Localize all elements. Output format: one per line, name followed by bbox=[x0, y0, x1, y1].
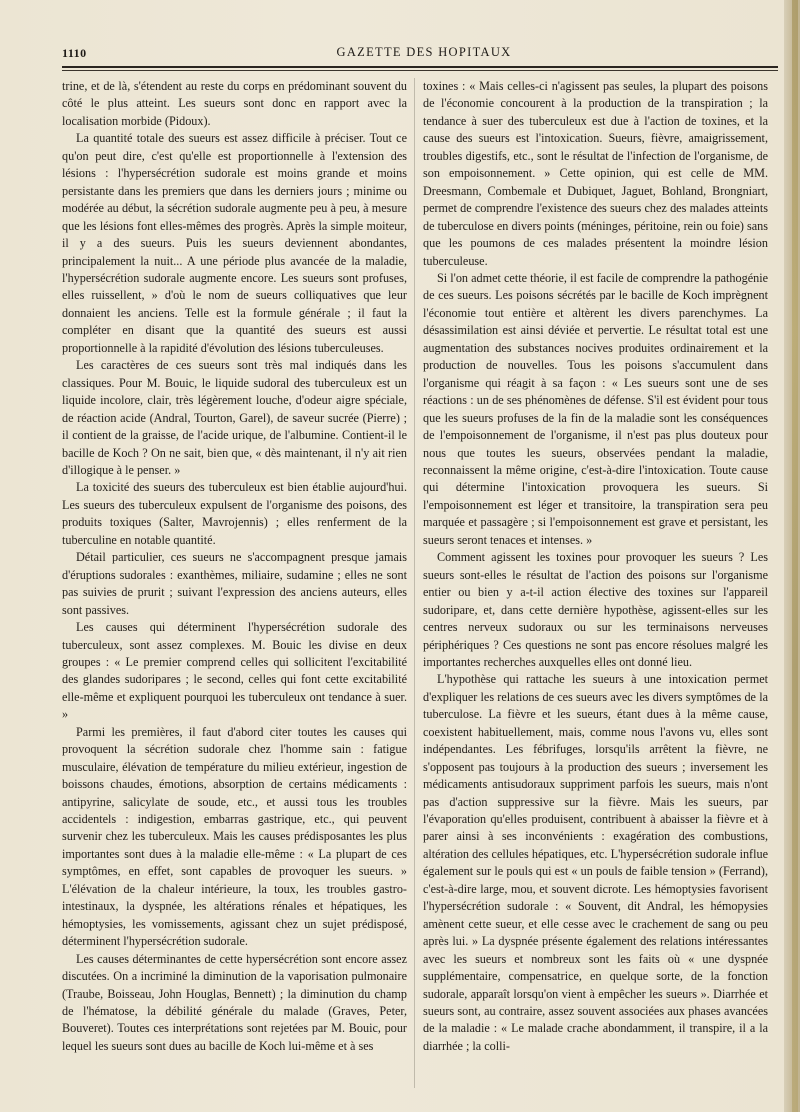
paragraph: toxines : « Mais celles-ci n'agissent pas seules, la plupart des poisons de l'économie concourent à la production de la transpiration ; la tendance à suer des tuberculeux est due à l'action de toxines, et la cause des sueurs est l'intoxication. Sueurs, fièvre, amaigrissement, troubles digestifs, etc., sont le résultat de l'infection de l'organisme, de son empoisonnement. » Cette opinion, qui est celle de MM. Dreesmann, Combemale et Dubiquet, Jaguet, Bohland, Brongniart, permet de comprendre l'existence des sueurs chez des malades atteints de tuberculose en divers points (méninges, péritoine, rein ou foie) sans que les poumons de ces malades présentent la moindre lésion tuberculeuse. bbox=[423, 79, 768, 268]
header-rule-thick bbox=[62, 66, 778, 68]
paragraph: Si l'on admet cette théorie, il est facile de comprendre la pathogénie de ces sueurs. Les poisons sécrétés par le bacille de Koch imprègnent l'économie tout entière et altèrent les divers parenchymes. La désassimilation est ainsi déviée et pervertie. Le résultat total est une augmentation des substances nocives produites ordinairement et la production de nouvelles. Tous les poisons s'accumulent dans l'organisme qui réagit à sa façon : « Les sueurs sont une de ses réactions : un de ses phénomènes de défense. S'il est évident pour tous que les sueurs profuses de la fin de la maladie sont les conséquences de l'empoisonnement de l'organisme, il n'est pas plus douteux pour nous que toutes les sueurs, observées pendant la maladie, reconnaissent la même origine, c'est-à-dire l'intoxication. Toute cause qui détermine l'intoxication provoquera les sueurs. Si l'empoisonnement est léger et transitoire, la transpiration sera peu marquée et passagère ; si l'empoisonnement est grave et persistant, les sueurs seront tenaces et intenses. » bbox=[423, 270, 768, 547]
left-column bbox=[62, 78, 407, 1098]
page-number: 1110 bbox=[62, 46, 87, 60]
right-column bbox=[423, 78, 768, 1098]
column-divider bbox=[414, 78, 415, 1088]
paragraph: La quantité totale des sueurs est assez difficile à préciser. Tout ce qu'on peut dire, c'est qu'elle est proportionnelle à l'extension des lésions : l'hypersécrétion sudorale est moins grande et moins persistante dans les premiers que dans les derniers jours ; minime ou modérée au début, la sécrétion sudorale augmente peu à peu, à mesure que les lésions font elles-mêmes des progrès. Après la simple moiteur, il y a des sueurs. Puis les sueurs deviennent abondantes, principalement la nuit... A une période plus avancée de la maladie, l'hypersécrétion sudorale augmente encore. Les sueurs sont profuses, elles ruissellent, » d'où le nom de sueurs colliquatives que leur donnaient les anciens. Telle est la formule générale ; il faut la compléter en disant que la quantité des sueurs est aussi proportionnelle à la rapidité d'évolution des lésions tuberculeuses. bbox=[62, 131, 407, 355]
paragraph: trine, et de là, s'étendent au reste du corps en prédominant souvent du côté le plus atteint. Les sueurs sont donc en rapport avec la localisation morbide (Pidoux). bbox=[62, 79, 407, 128]
paragraph: L'hypothèse qui rattache les sueurs à une intoxication permet d'expliquer les relations de ces sueurs avec les divers symptômes de la tuberculose. La fièvre et les sueurs, étant dues à la même cause, coexistent habituellement, mais, comme nous l'avons vu, elles sont indépendantes. Les fébrifuges, lorsqu'ils arrêtent la fièvre, ne s'opposent pas toujours à la production des sueurs ; inversement les médicaments antisudoraux suppriment parfois les sueurs, mais n'ont pas d'action suppressive sur la fièvre. Mais les sueurs, par l'évaporation qu'elles produisent, contribuent à abaisser la fièvre et à parer ainsi à ses inconvénients : exagération des combustions, altération des cellules hépatiques, etc. L'hypersécrétion sudorale influe également sur le pouls qui est « un pouls de faible tension » (Ferrand), c'est-à-dire large, mou, et souvent dicrote. Les hémoptysies favorisent l'hypersécrétion sudorale : « Souvent, dit Andral, les hémopysies amènent cette sueur, et elle cesse avec le crachement de sang ou peu après lui. » La dyspnée présente également des relations intéressantes avec les sueurs et nombreux sont les faits où « une dyspnée supplémentaire, compensatrice, en quelque sorte, de la fonction sudorale, apparaît lorsqu'on vient à empêcher les sueurs ». Diarrhée et sueurs sont, au contraire, assez souvent associées aux phases avancées de la maladie : « Le malade crache abondamment, il transpire, il a la diarrhée ; la colli- bbox=[423, 672, 768, 1053]
paragraph: Détail particulier, ces sueurs ne s'accompagnent presque jamais d'éruptions sudorales : exanthèmes, miliaire, sudamine ; elles ne sont pas suivies de prurit ; suivant l'expression des anciens auteurs, elles sont passives. bbox=[62, 550, 407, 617]
paragraph: Comment agissent les toxines pour provoquer les sueurs ? Les sueurs sont-elles le résultat de l'action des poisons sur l'organisme entier ou bien y a-t-il action élective des toxines sur l'appareil sudoripare, et, dans cette dernière hypothèse, agissent-elles sur les centres nerveux sudoraux ou sur les terminaisons nerveuses périphériques ? Ces questions ne sont pas encore résolues malgré les importantes recherches auxquelles elles ont donné lieu. bbox=[423, 550, 768, 669]
paragraph: Les causes qui déterminent l'hypersécrétion sudorale des tuberculeux, sont assez complexes. M. Bouic les divise en deux groupes : « Le premier comprend celles qui sollicitent l'excitabilité des glandes sudoripares ; le second, celles qui font cette excitabilité elle-même et expliquent pourquoi les tuberculeux ont tendance à suer. » bbox=[62, 620, 407, 722]
paragraph: Les causes déterminantes de cette hypersécrétion sont encore assez discutées. On a incriminé la diminution de la vaporisation pulmonaire (Traube, Boisseau, John Houglas, Bennett) ; la diminution du champ de l'hématose, la débilité générale du malade (Graves, Peter, Bouveret). Toutes ces interprétations sont rejetées par M. Bouic, pour lequel les sueurs sont dues au bacille de Koch lui-même et à ses bbox=[62, 951, 407, 1053]
running-title: GAZETTE DES HOPITAUX bbox=[336, 45, 512, 59]
page-header bbox=[62, 44, 778, 66]
header-rule-thin bbox=[62, 70, 778, 71]
paragraph: Parmi les premières, il faut d'abord citer toutes les causes qui provoquent la sécrétion sudorale chez l'homme sain : fatigue musculaire, élévation de température du milieu extérieur, ingestion de boissons chaudes, émotions, absorption de certains médicaments : antipyrine, salicylate de soude, etc., et aussi tous les troubles accidentels : indigestion, embarras gastrique, etc., qui peuvent survenir chez les tuberculeux. Mais les causes prédisposantes les plus importantes sont dues à la maladie elle-même : « La plupart de ces symptômes, en effet, sont capables de provoquer les sueurs. » L'élévation de la chaleur intérieure, la toux, les troubles gastro-intestinaux, la dyspnée, les altérations rénales et hépatiques, les hémoptysies, les vomissements, agissant chez un sujet prédisposé, déterminent l'hypersécrétion sudorale. bbox=[62, 724, 407, 949]
page-edge-stain bbox=[792, 0, 798, 1112]
paragraph: La toxicité des sueurs des tuberculeux est bien établie aujourd'hui. Les sueurs des tuberculeux expulsent de l'organisme des poisons, des produits toxiques (Salter, Mavrojennis) ; elles renferment de la tuberculine en notable quantité. bbox=[62, 480, 407, 547]
paragraph: Les caractères de ces sueurs sont très mal indiqués dans les classiques. Pour M. Bouic, le liquide sudoral des tuberculeux est un liquide incolore, clair, très légèrement louche, d'odeur aigre spéciale, de réaction acide (Andral, Tourton, Garel), de saveur sucrée (Pierre) ; il contient de la graisse, de l'acide urique, de l'albumine. Contient-il le bacille de Koch ? On ne sait, bien que, « dès maintenant, il n'y ait rien d'illogique à le penser. » bbox=[62, 358, 407, 477]
